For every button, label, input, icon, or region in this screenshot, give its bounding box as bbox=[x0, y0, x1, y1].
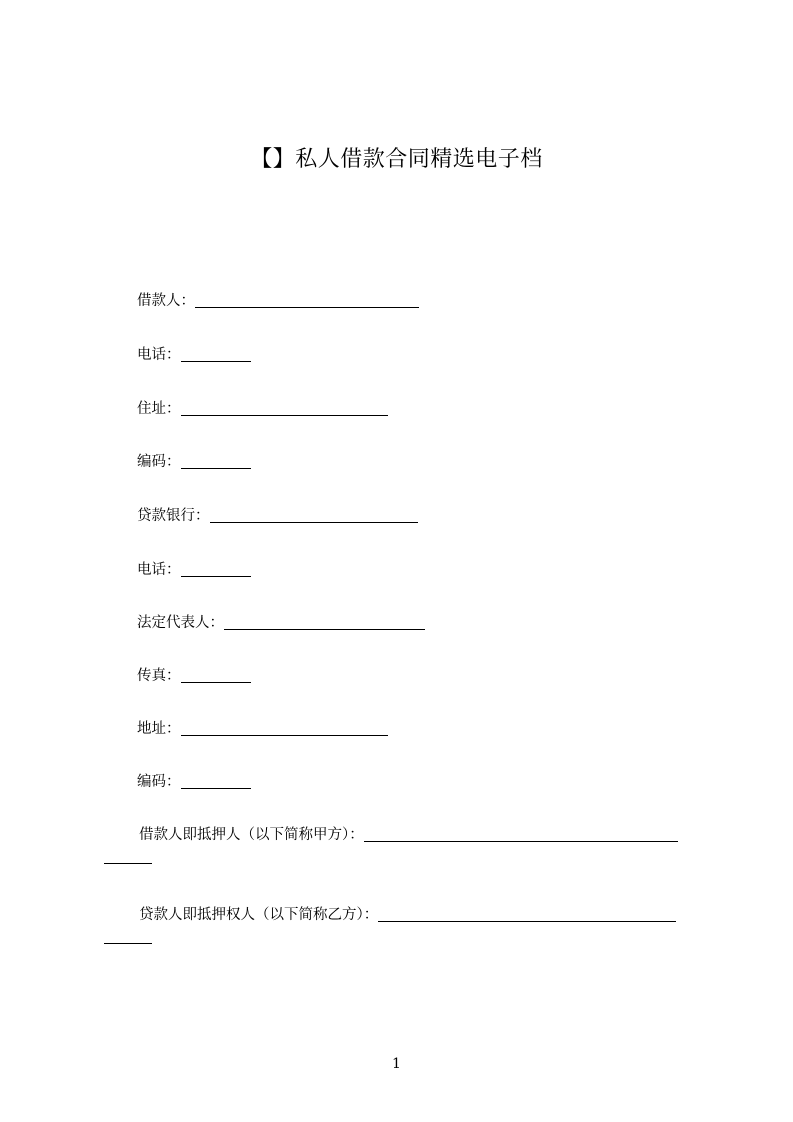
field-label: 借款人： bbox=[137, 293, 195, 309]
field-label: 贷款银行： bbox=[137, 508, 210, 524]
field-bank-postcode bbox=[137, 773, 251, 791]
party-a-label: 借款人即抵押人（以下简称甲方）： bbox=[139, 827, 364, 843]
field-label: 地址： bbox=[137, 721, 181, 737]
field-label: 电话： bbox=[137, 347, 181, 363]
field-label: 电话： bbox=[137, 562, 181, 578]
field-borrower bbox=[137, 292, 419, 310]
blank-line[interactable] bbox=[181, 668, 251, 683]
blank-line[interactable] bbox=[181, 562, 251, 577]
blank-line[interactable] bbox=[181, 454, 251, 469]
field-bank-phone bbox=[137, 561, 251, 579]
field-label: 编码： bbox=[137, 774, 181, 790]
field-label: 编码： bbox=[137, 454, 181, 470]
blank-line-continuation[interactable] bbox=[104, 862, 152, 864]
blank-line[interactable] bbox=[210, 508, 418, 523]
field-phone bbox=[137, 346, 251, 364]
field-label: 法定代表人： bbox=[137, 615, 224, 631]
field-lending-bank bbox=[137, 507, 418, 525]
blank-line[interactable] bbox=[181, 774, 251, 789]
field-legal-representative bbox=[137, 614, 425, 632]
page-number: 1 bbox=[392, 1056, 401, 1072]
field-address bbox=[137, 720, 388, 738]
field-fax bbox=[137, 667, 251, 685]
party-b-label: 贷款人即抵押权人（以下简称乙方）： bbox=[139, 907, 379, 923]
blank-line[interactable] bbox=[181, 347, 251, 362]
blank-line[interactable] bbox=[364, 827, 678, 842]
field-label: 传真： bbox=[137, 668, 181, 684]
blank-line[interactable] bbox=[195, 293, 419, 308]
blank-line[interactable] bbox=[181, 721, 388, 736]
blank-line[interactable] bbox=[378, 907, 676, 922]
blank-line-continuation[interactable] bbox=[104, 942, 152, 944]
field-postcode bbox=[137, 453, 251, 471]
field-label: 住址： bbox=[137, 401, 181, 417]
blank-line[interactable] bbox=[224, 615, 425, 630]
field-residence bbox=[137, 400, 388, 418]
blank-line[interactable] bbox=[181, 401, 388, 416]
document-title: 【】私人借款合同精选电子档 bbox=[250, 147, 543, 172]
